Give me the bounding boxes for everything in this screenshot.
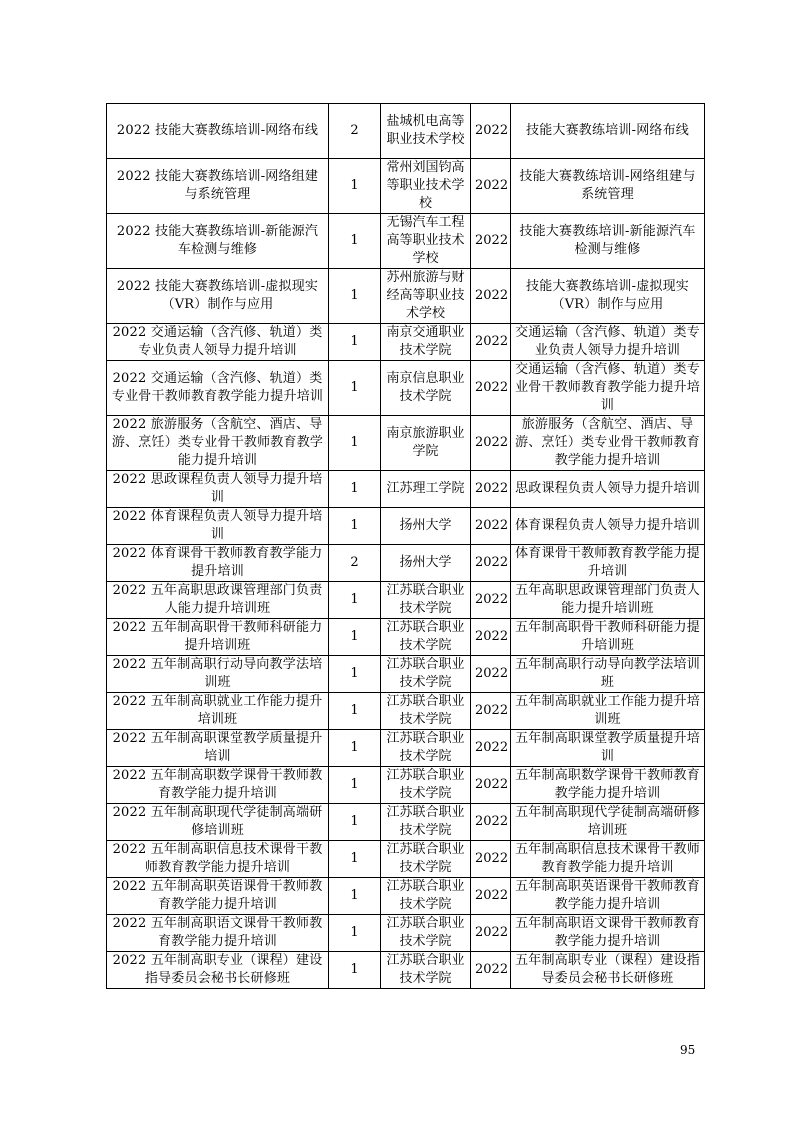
table-row bbox=[107, 841, 705, 878]
count-cell: 1 bbox=[329, 214, 381, 269]
project-name-cell: 五年制高职现代学徒制高端研修培训班 bbox=[511, 804, 705, 841]
project-name-cell: 五年制高职课堂教学质量提升培训 bbox=[511, 730, 705, 767]
count-cell: 1 bbox=[329, 324, 381, 361]
page-number: 95 bbox=[680, 1043, 696, 1057]
organizer-cell: 苏州旅游与财经高等职业技术学校 bbox=[381, 269, 471, 324]
project-name-cell: 五年制高职专业（课程）建设指导委员会秘书长研修班 bbox=[511, 952, 705, 989]
table-row bbox=[107, 104, 705, 159]
count-cell: 1 bbox=[329, 915, 381, 952]
year-cell: 2022 bbox=[471, 361, 511, 416]
organizer-cell: 江苏联合职业技术学院 bbox=[381, 582, 471, 619]
course-name-cell: 2022 体育课程负责人领导力提升培训 bbox=[107, 508, 329, 545]
table-row bbox=[107, 159, 705, 214]
course-name-cell: 2022 技能大赛教练培训-网络布线 bbox=[107, 104, 329, 159]
organizer-cell: 江苏理工学院 bbox=[381, 471, 471, 508]
organizer-cell: 江苏联合职业技术学院 bbox=[381, 952, 471, 989]
count-cell: 1 bbox=[329, 878, 381, 915]
table-row bbox=[107, 693, 705, 730]
organizer-cell: 南京旅游职业学院 bbox=[381, 416, 471, 471]
course-name-cell: 2022 五年制高职信息技术课骨干教师教育教学能力提升培训 bbox=[107, 841, 329, 878]
project-name-cell: 五年制高职骨干教师科研能力提升培训班 bbox=[511, 619, 705, 656]
count-cell: 1 bbox=[329, 582, 381, 619]
project-name-cell: 技能大赛教练培训-新能源汽车检测与维修 bbox=[511, 214, 705, 269]
year-cell: 2022 bbox=[471, 730, 511, 767]
table-row bbox=[107, 767, 705, 804]
count-cell: 1 bbox=[329, 416, 381, 471]
course-name-cell: 2022 思政课程负责人领导力提升培训 bbox=[107, 471, 329, 508]
project-name-cell: 体育课程负责人领导力提升培训 bbox=[511, 508, 705, 545]
table-row bbox=[107, 269, 705, 324]
count-cell: 1 bbox=[329, 656, 381, 693]
count-cell: 1 bbox=[329, 952, 381, 989]
table-row bbox=[107, 582, 705, 619]
year-cell: 2022 bbox=[471, 767, 511, 804]
organizer-cell: 江苏联合职业技术学院 bbox=[381, 693, 471, 730]
organizer-cell: 江苏联合职业技术学院 bbox=[381, 656, 471, 693]
organizer-cell: 江苏联合职业技术学院 bbox=[381, 619, 471, 656]
table-row bbox=[107, 952, 705, 989]
count-cell: 1 bbox=[329, 619, 381, 656]
project-name-cell: 五年高职思政课管理部门负责人能力提升培训班 bbox=[511, 582, 705, 619]
organizer-cell: 江苏联合职业技术学院 bbox=[381, 730, 471, 767]
course-name-cell: 2022 五年制高职语文课骨干教师教育教学能力提升培训 bbox=[107, 915, 329, 952]
organizer-cell: 南京信息职业技术学院 bbox=[381, 361, 471, 416]
table-row bbox=[107, 214, 705, 269]
project-name-cell: 体育课骨干教师教育教学能力提升培训 bbox=[511, 545, 705, 582]
year-cell: 2022 bbox=[471, 471, 511, 508]
organizer-cell: 扬州大学 bbox=[381, 545, 471, 582]
course-name-cell: 2022 技能大赛教练培训-网络组建与系统管理 bbox=[107, 159, 329, 214]
project-name-cell: 交通运输（含汽修、轨道）类专业骨干教师教育教学能力提升培训 bbox=[511, 361, 705, 416]
project-name-cell: 旅游服务（含航空、酒店、导游、烹饪）类专业骨干教师教育教学能力提升培训 bbox=[511, 416, 705, 471]
count-cell: 1 bbox=[329, 471, 381, 508]
table-row bbox=[107, 878, 705, 915]
year-cell: 2022 bbox=[471, 545, 511, 582]
course-name-cell: 2022 五年制高职专业（课程）建设指导委员会秘书长研修班 bbox=[107, 952, 329, 989]
count-cell: 1 bbox=[329, 693, 381, 730]
count-cell: 1 bbox=[329, 767, 381, 804]
year-cell: 2022 bbox=[471, 214, 511, 269]
year-cell: 2022 bbox=[471, 159, 511, 214]
year-cell: 2022 bbox=[471, 324, 511, 361]
course-name-cell: 2022 五年制高职英语课骨干教师教育教学能力提升培训 bbox=[107, 878, 329, 915]
course-name-cell: 2022 五年制高职数学课骨干教师教育教学能力提升培训 bbox=[107, 767, 329, 804]
training-table bbox=[106, 103, 705, 989]
course-name-cell: 2022 五年制高职行动导向教学法培训班 bbox=[107, 656, 329, 693]
count-cell: 1 bbox=[329, 841, 381, 878]
course-name-cell: 2022 体育课骨干教师教育教学能力提升培训 bbox=[107, 545, 329, 582]
project-name-cell: 五年制高职英语课骨干教师教育教学能力提升培训 bbox=[511, 878, 705, 915]
table-row bbox=[107, 730, 705, 767]
year-cell: 2022 bbox=[471, 582, 511, 619]
course-name-cell: 2022 五年制高职课堂教学质量提升培训 bbox=[107, 730, 329, 767]
project-name-cell: 五年制高职数学课骨干教师教育教学能力提升培训 bbox=[511, 767, 705, 804]
project-name-cell: 技能大赛教练培训-网络组建与系统管理 bbox=[511, 159, 705, 214]
organizer-cell: 扬州大学 bbox=[381, 508, 471, 545]
year-cell: 2022 bbox=[471, 693, 511, 730]
year-cell: 2022 bbox=[471, 104, 511, 159]
table-row bbox=[107, 324, 705, 361]
organizer-cell: 常州刘国钧高等职业技术学校 bbox=[381, 159, 471, 214]
table-row bbox=[107, 545, 705, 582]
project-name-cell: 五年制高职语文课骨干教师教育教学能力提升培训 bbox=[511, 915, 705, 952]
course-name-cell: 2022 五年制高职骨干教师科研能力提升培训班 bbox=[107, 619, 329, 656]
project-name-cell: 五年制高职行动导向教学法培训班 bbox=[511, 656, 705, 693]
project-name-cell: 五年制高职就业工作能力提升培训班 bbox=[511, 693, 705, 730]
organizer-cell: 江苏联合职业技术学院 bbox=[381, 878, 471, 915]
year-cell: 2022 bbox=[471, 508, 511, 545]
course-name-cell: 2022 五年高职思政课管理部门负责人能力提升培训班 bbox=[107, 582, 329, 619]
project-name-cell: 技能大赛教练培训-虚拟现实（VR）制作与应用 bbox=[511, 269, 705, 324]
course-name-cell: 2022 交通运输（含汽修、轨道）类专业负责人领导力提升培训 bbox=[107, 324, 329, 361]
table-row bbox=[107, 416, 705, 471]
year-cell: 2022 bbox=[471, 619, 511, 656]
count-cell: 2 bbox=[329, 104, 381, 159]
project-name-cell: 技能大赛教练培训-网络布线 bbox=[511, 104, 705, 159]
year-cell: 2022 bbox=[471, 416, 511, 471]
year-cell: 2022 bbox=[471, 878, 511, 915]
course-name-cell: 2022 五年制高职就业工作能力提升培训班 bbox=[107, 693, 329, 730]
project-name-cell: 交通运输（含汽修、轨道）类专业负责人领导力提升培训 bbox=[511, 324, 705, 361]
count-cell: 1 bbox=[329, 361, 381, 416]
table-row bbox=[107, 619, 705, 656]
table-row bbox=[107, 915, 705, 952]
course-name-cell: 2022 五年制高职现代学徒制高端研修培训班 bbox=[107, 804, 329, 841]
course-name-cell: 2022 旅游服务（含航空、酒店、导游、烹饪）类专业骨干教师教育教学能力提升培训 bbox=[107, 416, 329, 471]
course-name-cell: 2022 技能大赛教练培训-虚拟现实（VR）制作与应用 bbox=[107, 269, 329, 324]
count-cell: 1 bbox=[329, 730, 381, 767]
count-cell: 1 bbox=[329, 804, 381, 841]
year-cell: 2022 bbox=[471, 656, 511, 693]
table-row bbox=[107, 804, 705, 841]
table-row bbox=[107, 656, 705, 693]
year-cell: 2022 bbox=[471, 952, 511, 989]
count-cell: 2 bbox=[329, 545, 381, 582]
organizer-cell: 南京交通职业技术学院 bbox=[381, 324, 471, 361]
project-name-cell: 思政课程负责人领导力提升培训 bbox=[511, 471, 705, 508]
organizer-cell: 盐城机电高等职业技术学校 bbox=[381, 104, 471, 159]
course-name-cell: 2022 交通运输（含汽修、轨道）类专业骨干教师教育教学能力提升培训 bbox=[107, 361, 329, 416]
table-row bbox=[107, 361, 705, 416]
project-name-cell: 五年制高职信息技术课骨干教师教育教学能力提升培训 bbox=[511, 841, 705, 878]
organizer-cell: 无锡汽车工程高等职业技术学校 bbox=[381, 214, 471, 269]
organizer-cell: 江苏联合职业技术学院 bbox=[381, 767, 471, 804]
year-cell: 2022 bbox=[471, 841, 511, 878]
organizer-cell: 江苏联合职业技术学院 bbox=[381, 804, 471, 841]
count-cell: 1 bbox=[329, 159, 381, 214]
table-body bbox=[107, 104, 705, 989]
count-cell: 1 bbox=[329, 508, 381, 545]
count-cell: 1 bbox=[329, 269, 381, 324]
organizer-cell: 江苏联合职业技术学院 bbox=[381, 915, 471, 952]
table-row bbox=[107, 508, 705, 545]
year-cell: 2022 bbox=[471, 269, 511, 324]
course-name-cell: 2022 技能大赛教练培训-新能源汽车检测与维修 bbox=[107, 214, 329, 269]
organizer-cell: 江苏联合职业技术学院 bbox=[381, 841, 471, 878]
year-cell: 2022 bbox=[471, 804, 511, 841]
table-row bbox=[107, 471, 705, 508]
year-cell: 2022 bbox=[471, 915, 511, 952]
